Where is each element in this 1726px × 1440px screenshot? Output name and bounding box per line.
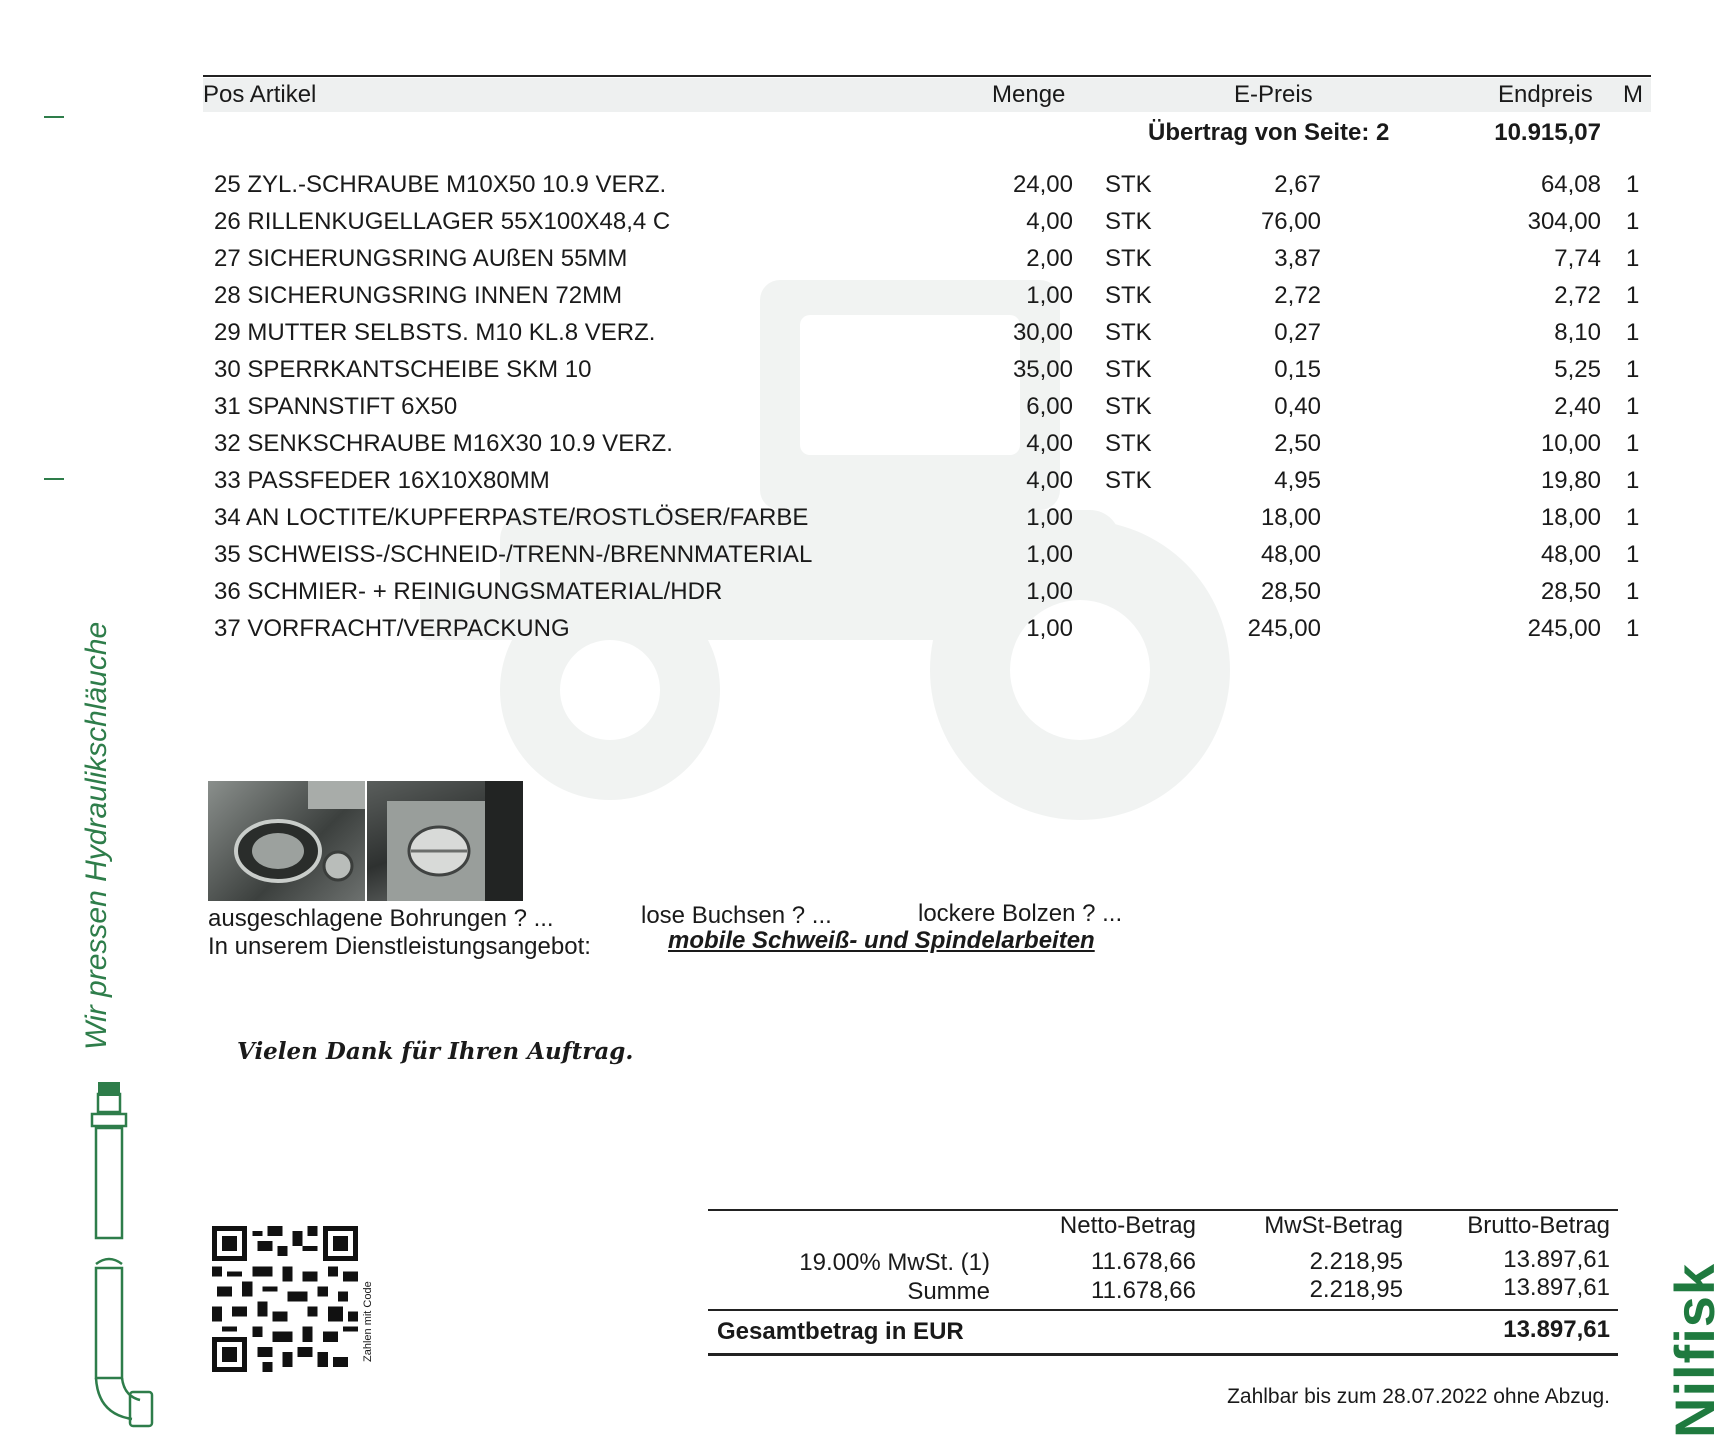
- item-unit: STK: [1105, 430, 1152, 457]
- item-text: 37 VORFRACHT/VERPACKUNG: [214, 615, 570, 642]
- item-m: 1: [1626, 467, 1640, 494]
- item-qty: 35,00: [1012, 356, 1073, 383]
- table-row: [0, 467, 1683, 503]
- item-price: 0,40: [1274, 393, 1321, 420]
- item-total: 304,00: [1527, 208, 1601, 235]
- item-unit: STK: [1105, 282, 1152, 309]
- item-m: 1: [1626, 208, 1640, 235]
- item-m: 1: [1626, 504, 1640, 531]
- side-dash-top: [44, 116, 64, 118]
- item-total: 19,80: [1540, 467, 1601, 494]
- summary-rate-netto: 11.678,66: [1091, 1248, 1196, 1275]
- item-unit: STK: [1105, 171, 1152, 198]
- item-text: 34 AN LOCTITE/KUPFERPASTE/ROSTLÖSER/FARBE: [214, 504, 809, 531]
- summary-rate-mwst: 2.218,95: [1309, 1248, 1403, 1275]
- item-m: 1: [1626, 245, 1640, 272]
- promo-question-bores: ausgeschlagene Bohrungen ? ...: [208, 905, 554, 932]
- table-row: [0, 282, 1683, 318]
- col-header-menge: Menge: [992, 81, 1066, 108]
- item-total: 8,10: [1554, 319, 1601, 346]
- item-m: 1: [1626, 430, 1640, 457]
- item-price: 2,50: [1274, 430, 1321, 457]
- table-row: [0, 171, 1683, 207]
- summary-col-netto: Netto-Betrag: [1059, 1212, 1196, 1239]
- item-qty: 1,00: [1026, 541, 1073, 568]
- summary-sum-brutto: 13.897,61: [1503, 1274, 1610, 1301]
- item-unit: STK: [1105, 393, 1152, 420]
- table-row: [0, 393, 1683, 429]
- summary-top-rule: [708, 1209, 1618, 1211]
- item-text: 25 ZYL.-SCHRAUBE M10X50 10.9 VERZ.: [214, 171, 667, 198]
- item-m: 1: [1626, 171, 1640, 198]
- item-text: 33 PASSFEDER 16X10X80MM: [214, 467, 550, 494]
- item-total: 5,25: [1554, 356, 1601, 383]
- item-text: 31 SPANNSTIFT 6X50: [214, 393, 458, 420]
- summary-rate-brutto: 13.897,61: [1503, 1246, 1610, 1273]
- item-m: 1: [1626, 393, 1640, 420]
- item-price: 245,00: [1247, 615, 1321, 642]
- item-text: 35 SCHWEISS-/SCHNEID-/TRENN-/BRENNMATERIAL: [214, 541, 813, 568]
- header-band: [203, 78, 1651, 112]
- item-m: 1: [1626, 541, 1640, 568]
- item-m: 1: [1626, 282, 1640, 309]
- item-text: 30 SPERRKANTSCHEIBE SKM 10: [214, 356, 592, 383]
- item-m: 1: [1626, 615, 1640, 642]
- item-total: 28,50: [1540, 578, 1601, 605]
- item-total: 2,40: [1554, 393, 1601, 420]
- qr-caption: Zahlen mit Code: [362, 1281, 374, 1362]
- item-qty: 1,00: [1026, 504, 1073, 531]
- thanks-message: Vielen Dank für Ihren Auftrag.: [237, 1038, 634, 1065]
- qr-code: [210, 1226, 360, 1372]
- item-total: 10,00: [1540, 430, 1601, 457]
- item-qty: 4,00: [1026, 208, 1073, 235]
- promo-offer-link: mobile Schweiß- und Spindelarbeiten: [668, 927, 1095, 954]
- promo-offer-label: In unserem Dienstleistungsangebot:: [208, 933, 591, 960]
- item-price: 3,87: [1274, 245, 1321, 272]
- item-qty: 1,00: [1026, 615, 1073, 642]
- item-qty: 4,00: [1026, 430, 1073, 457]
- item-total: 48,00: [1540, 541, 1601, 568]
- table-row: [0, 245, 1683, 281]
- photo-worn-bore: [208, 781, 365, 901]
- item-price: 2,72: [1274, 282, 1321, 309]
- item-text: 32 SENKSCHRAUBE M16X30 10.9 VERZ.: [214, 430, 673, 457]
- item-price: 48,00: [1260, 541, 1321, 568]
- col-header-m: M: [1623, 81, 1643, 108]
- item-qty: 30,00: [1012, 319, 1073, 346]
- summary-sum-label: Summe: [907, 1278, 990, 1305]
- item-price: 28,50: [1260, 578, 1321, 605]
- header-top-rule: [203, 75, 1651, 77]
- item-m: 1: [1626, 356, 1640, 383]
- nilfisk-logo: Nilfisk: [1663, 1262, 1726, 1438]
- item-text: 36 SCHMIER- + REINIGUNGSMATERIAL/HDR: [214, 578, 723, 605]
- table-row: [0, 430, 1683, 466]
- promo-question-bolts: lockere Bolzen ? ...: [918, 900, 1123, 927]
- item-price: 4,95: [1274, 467, 1321, 494]
- table-row: [0, 615, 1683, 651]
- table-row: [0, 578, 1683, 614]
- item-qty: 6,00: [1026, 393, 1073, 420]
- col-header-pos-artikel: Pos Artikel: [203, 81, 317, 108]
- hydraulic-hose-icon: [80, 1074, 160, 1434]
- summary-col-brutto: Brutto-Betrag: [1467, 1212, 1610, 1239]
- col-header-endpreis: Endpreis: [1498, 81, 1593, 108]
- item-text: 29 MUTTER SELBSTS. M10 KL.8 VERZ.: [214, 319, 656, 346]
- side-slogan: Wir pressen Hydraulikschläuche: [80, 621, 113, 1050]
- table-row: [0, 319, 1683, 355]
- item-text: 27 SICHERUNGSRING AUßEN 55MM: [214, 245, 628, 272]
- item-total: 18,00: [1540, 504, 1601, 531]
- carry-over-value: 10.915,07: [1494, 119, 1601, 146]
- item-total: 2,72: [1554, 282, 1601, 309]
- item-total: 7,74: [1554, 245, 1601, 272]
- summary-total-value: 13.897,61: [1503, 1316, 1610, 1343]
- item-qty: 1,00: [1026, 282, 1073, 309]
- item-text: 26 RILLENKUGELLAGER 55X100X48,4 C: [214, 208, 671, 235]
- table-row: [0, 208, 1683, 244]
- item-qty: 2,00: [1026, 245, 1073, 272]
- item-qty: 4,00: [1026, 467, 1073, 494]
- item-qty: 24,00: [1012, 171, 1073, 198]
- photo-bolt: [367, 781, 523, 901]
- item-m: 1: [1626, 319, 1640, 346]
- summary-bottom-rule: [708, 1353, 1618, 1356]
- item-unit: STK: [1105, 356, 1152, 383]
- table-row: [0, 541, 1683, 577]
- item-price: 2,67: [1274, 171, 1321, 198]
- item-m: 1: [1626, 578, 1640, 605]
- table-row: [0, 356, 1683, 392]
- item-total: 245,00: [1527, 615, 1601, 642]
- summary-col-mwst: MwSt-Betrag: [1264, 1212, 1403, 1239]
- table-row: [0, 504, 1683, 540]
- item-price: 0,27: [1274, 319, 1321, 346]
- item-unit: STK: [1105, 319, 1152, 346]
- summary-sum-netto: 11.678,66: [1091, 1277, 1196, 1304]
- item-unit: STK: [1105, 467, 1152, 494]
- item-price: 76,00: [1260, 208, 1321, 235]
- item-price: 0,15: [1274, 356, 1321, 383]
- summary-total-label: Gesamtbetrag in EUR: [717, 1318, 964, 1345]
- item-total: 64,08: [1540, 171, 1601, 198]
- item-unit: STK: [1105, 208, 1152, 235]
- summary-mid-rule: [708, 1309, 1618, 1311]
- item-price: 18,00: [1260, 504, 1321, 531]
- carry-over-label: Übertrag von Seite: 2: [1148, 119, 1390, 146]
- item-text: 28 SICHERUNGSRING INNEN 72MM: [214, 282, 623, 309]
- payment-due-note: Zahlbar bis zum 28.07.2022 ohne Abzug.: [1227, 1385, 1610, 1408]
- item-qty: 1,00: [1026, 578, 1073, 605]
- item-unit: STK: [1105, 245, 1152, 272]
- summary-rate-label: 19.00% MwSt. (1): [799, 1249, 990, 1276]
- col-header-e-preis: E-Preis: [1234, 81, 1313, 108]
- promo-question-bushings: lose Buchsen ? ...: [641, 902, 832, 929]
- summary-sum-mwst: 2.218,95: [1309, 1276, 1403, 1303]
